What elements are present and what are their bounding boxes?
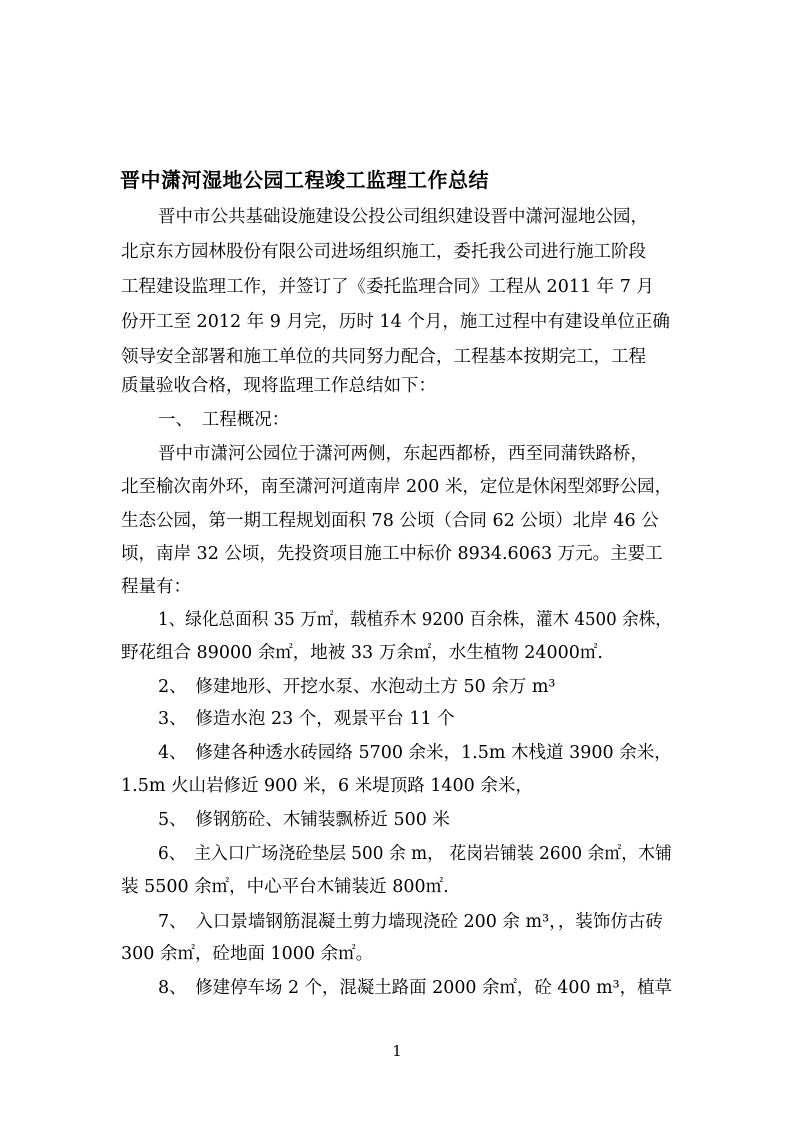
paragraph-line: 程量有： [121,577,191,597]
paragraph-line: 晋中市潇河公园位于潇河两侧，东起西都桥，西至同蒲铁路桥， [158,444,648,464]
list-item: 8、 修建停车场 2 个，混凝土路面 2000 余㎡，砼 400 m³，植草 [158,978,672,998]
paragraph-line: 北至榆次南外环，南至潇河河道南岸 200 米，定位是休闲型郊野公园， [121,477,673,497]
paragraph-line: 晋中市公共基础设施建设公投公司组织建设晋中潇河湿地公园， [158,207,648,227]
page-number: 1 [392,1042,402,1060]
list-item-continuation: 装 5500 余㎡，中心平台木铺装近 800㎡. [121,877,449,897]
list-item: 7、 入口景墙钢筋混凝土剪力墙现浇砼 200 余 m³，，装饰仿古砖 [158,912,663,932]
paragraph-line: 份开工至 2012 年 9 月完，历时 14 个月，施工过程中有建设单位正确 [121,312,670,332]
list-item: 1、绿化总面积 35 万㎡，载植乔木 9200 百余株，灌木 4500 余株， [158,610,672,630]
paragraph-line: 顷，南岸 32 公顷，先投资项目施工中标价 8934.6063 万元。主要工 [121,544,663,564]
list-item: 6、 主入口广场浇砼垫层 500 余 m， 花岗岩铺装 2600 余㎡，木铺 [158,844,672,864]
list-item-continuation: 300 余㎡，砼地面 1000 余㎡。 [121,944,374,964]
list-item: 5、 修钢筋砼、木铺装飘桥近 500 米 [158,810,450,830]
paragraph-line: 生态公园，第一期工程规划面积 78 公顷（合同 62 公顷）北岸 46 公 [121,511,659,531]
list-item: 4、 修建各种透水砖园络 5700 余米，1.5m 木栈道 3900 余米， [158,743,672,763]
document-title: 晋中潇河湿地公园工程竣工监理工作总结 [120,168,489,192]
list-item: 2、 修建地形、开挖水泵、水泡动土方 50 余万 m³ [158,677,556,697]
paragraph-line: 北京东方园林股份有限公司进场组织施工，委托我公司进行施工阶段 [121,242,646,262]
list-item-continuation: 野花组合 89000 余㎡，地被 33 万余㎡，水生植物 24000㎡. [121,643,603,663]
paragraph-line: 质量验收合格，现将监理工作总结如下： [121,376,436,396]
paragraph-line: 工程建设监理工作，并签订了《委托监理合同》工程从 2011 年 7 月 [121,277,654,297]
paragraph-line: 领导安全部署和施工单位的共同努力配合，工程基本按期完工，工程 [121,347,646,367]
list-item-continuation: 1.5m 火山岩修近 900 米，6 米堤顶路 1400 余米， [121,776,533,796]
section-heading: 一、 工程概况： [158,410,290,430]
list-item: 3、 修造水泡 23 个，观景平台 11 个 [158,709,455,729]
